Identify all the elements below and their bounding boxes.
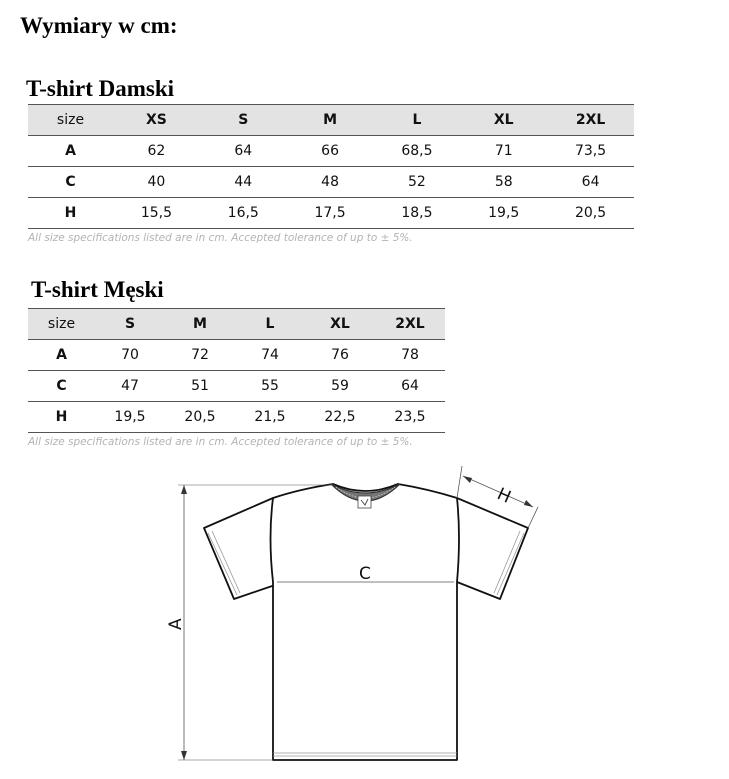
header-cell: M (165, 309, 235, 340)
table-cell: 51 (165, 371, 235, 402)
table-cell: 76 (305, 340, 375, 371)
sleeve-label: H (493, 484, 514, 508)
row-label: C (28, 371, 95, 402)
header-cell: XL (460, 105, 547, 136)
header-cell: S (200, 105, 287, 136)
table-cell: 64 (547, 167, 634, 198)
table-cell: 18,5 (373, 198, 460, 229)
table-cell: 48 (287, 167, 374, 198)
table-cell: 21,5 (235, 402, 305, 433)
table-row (28, 371, 445, 402)
table-cell: 40 (113, 167, 200, 198)
row-label: A (28, 340, 95, 371)
header-cell: S (95, 309, 165, 340)
row-label: C (28, 167, 113, 198)
table-cell: 19,5 (460, 198, 547, 229)
table-cell: 71 (460, 136, 547, 167)
header-cell: L (235, 309, 305, 340)
row-label: A (28, 136, 113, 167)
table-cell: 19,5 (95, 402, 165, 433)
row-label: H (28, 198, 113, 229)
table-cell: 52 (373, 167, 460, 198)
table-header-row (28, 105, 634, 136)
header-cell: 2XL (547, 105, 634, 136)
table-cell: 20,5 (547, 198, 634, 229)
table-cell: 22,5 (305, 402, 375, 433)
women-size-table (28, 104, 634, 229)
header-cell: XS (113, 105, 200, 136)
length-label: A (166, 618, 186, 630)
women-section-title: T-shirt Damski (26, 76, 175, 101)
table-cell: 44 (200, 167, 287, 198)
table-row (28, 167, 634, 198)
header-cell: size (28, 309, 95, 340)
table-row (28, 198, 634, 229)
table-cell: 20,5 (165, 402, 235, 433)
tshirt-outline (204, 484, 528, 760)
table-cell: 74 (235, 340, 305, 371)
table-cell: 62 (113, 136, 200, 167)
row-label: H (28, 402, 95, 433)
table-cell: 17,5 (287, 198, 374, 229)
men-section-title: T-shirt Męski (31, 277, 164, 302)
table-row (28, 340, 445, 371)
table-cell: 23,5 (375, 402, 445, 433)
neck-tag (358, 496, 371, 508)
table-cell: 78 (375, 340, 445, 371)
page-title: Wymiary w cm: (20, 13, 178, 38)
header-cell: size (28, 105, 113, 136)
table-cell: 66 (287, 136, 374, 167)
table-cell: 70 (95, 340, 165, 371)
table-cell: 64 (200, 136, 287, 167)
table-row (28, 402, 445, 433)
table-cell: 16,5 (200, 198, 287, 229)
table-header-row (28, 309, 445, 340)
header-cell: M (287, 105, 374, 136)
header-cell: XL (305, 309, 375, 340)
table-cell: 58 (460, 167, 547, 198)
men-size-table (28, 308, 445, 433)
women-tolerance-note: All size specifications listed are in cm. Accepted tolerance of up to ± 5%. (28, 232, 413, 244)
table-row (28, 136, 634, 167)
table-cell: 59 (305, 371, 375, 402)
table-cell: 64 (375, 371, 445, 402)
header-cell: 2XL (375, 309, 445, 340)
table-cell: 47 (95, 371, 165, 402)
table-cell: 68,5 (373, 136, 460, 167)
men-tolerance-note: All size specifications listed are in cm. Accepted tolerance of up to ± 5%. (28, 436, 413, 448)
tshirt-measurement-diagram (160, 462, 550, 767)
table-cell: 72 (165, 340, 235, 371)
table-cell: 73,5 (547, 136, 634, 167)
table-cell: 15,5 (113, 198, 200, 229)
chest-width-label: C (359, 564, 371, 584)
table-cell: 55 (235, 371, 305, 402)
header-cell: L (373, 105, 460, 136)
